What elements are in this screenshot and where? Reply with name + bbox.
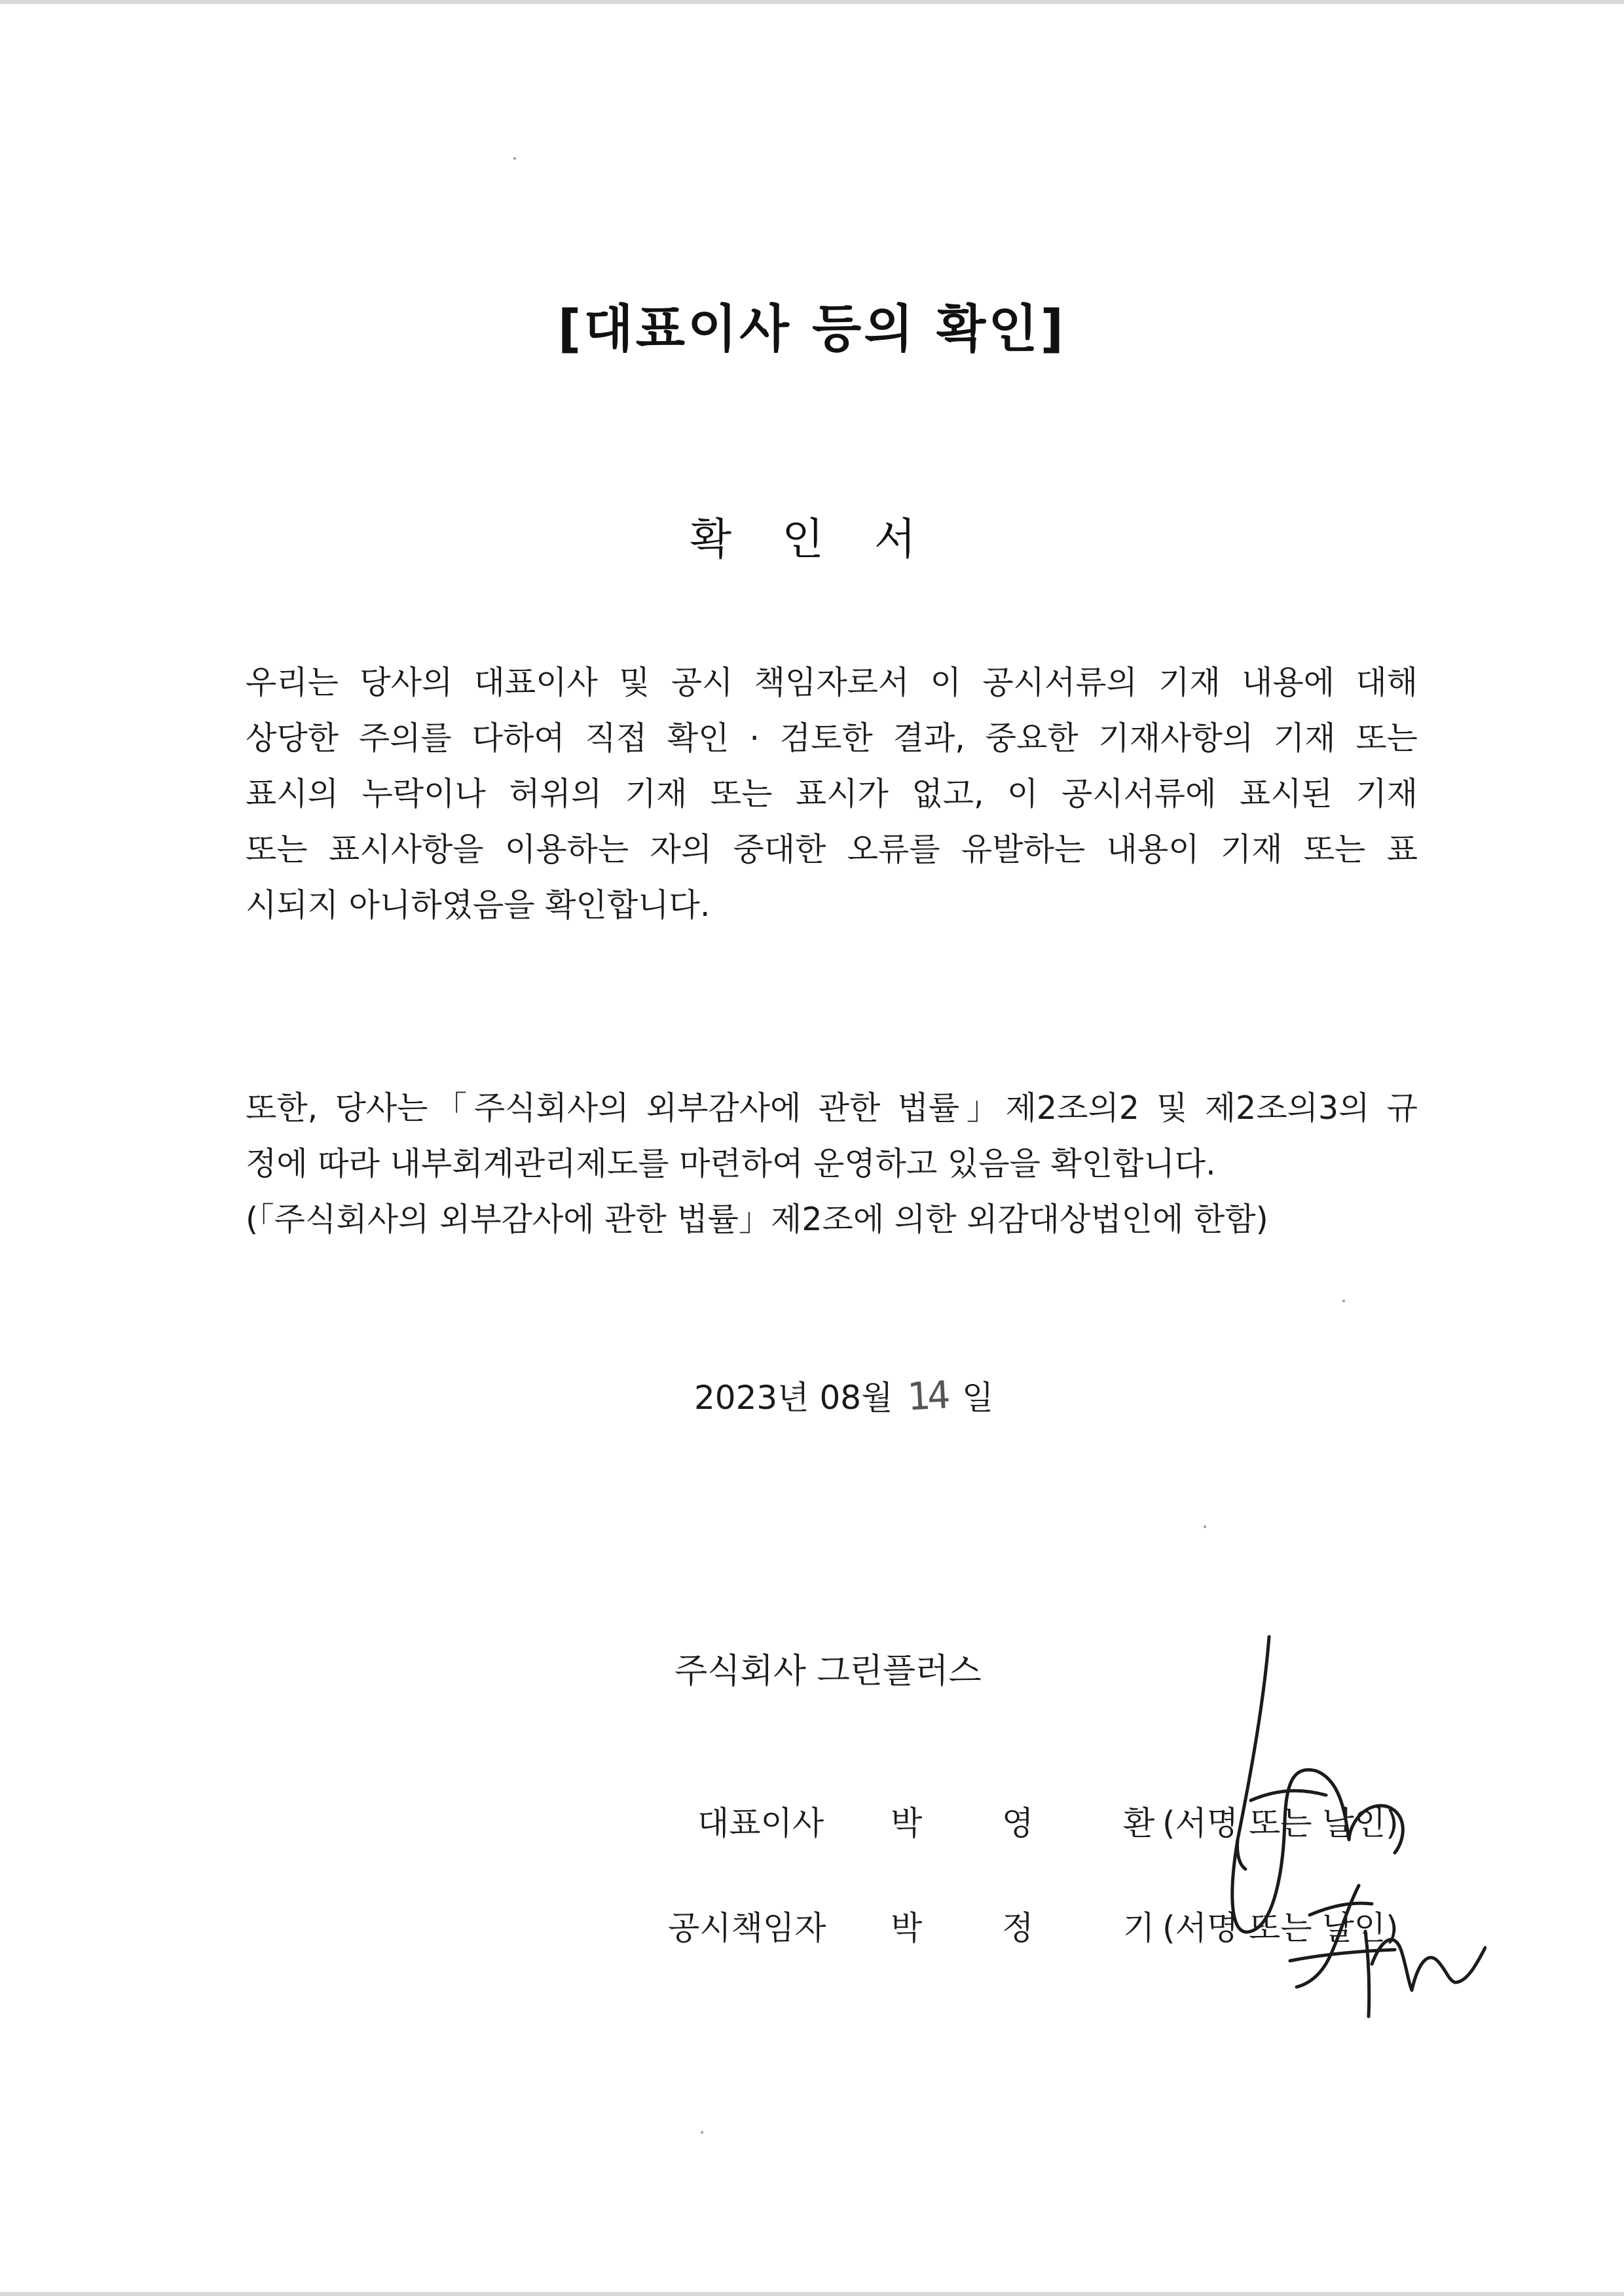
signatory-name-char: 박 <box>891 1804 923 1842</box>
confirmation-heading: 확 인 서 <box>690 514 934 564</box>
signatory-role: 대표이사 <box>697 1804 824 1842</box>
handwritten-signature-icon <box>1211 1624 1486 2030</box>
date-year-month: 2023년 08월 <box>694 1379 893 1417</box>
confirmation-paragraph <box>246 655 1418 933</box>
paragraph-line: 우리는 당사의 대표이사 및 공시 책임자로서 이 공시서류의 기재 내용에 대해 <box>246 664 1418 701</box>
scan-edge-top <box>0 0 1624 4</box>
date-day-handwritten: 14 <box>906 1372 949 1419</box>
scan-speck <box>1204 1525 1206 1528</box>
signatory-name-char: 박 <box>891 1909 923 1947</box>
internal-control-paragraph <box>246 1080 1418 1192</box>
signatory-name-char: 기 <box>1123 1909 1155 1947</box>
date-line <box>694 1372 993 1419</box>
signatory-name-char: 환 <box>1123 1804 1155 1842</box>
signature-note: (서명 또는 날인) <box>1162 1804 1399 1842</box>
signatory-role: 공시책임자 <box>668 1909 826 1947</box>
paragraph-line: 또는 표시사항을 이용하는 자의 중대한 오류를 유발하는 내용이 기재 또는 표 <box>246 831 1418 868</box>
date-day-suffix: 일 <box>962 1379 994 1417</box>
paragraph-line: 또한, 당사는「주식회사의 외부감사에 관한 법률」제2조의2 및 제2조의3의 규 <box>246 1089 1418 1127</box>
scan-speck <box>1342 1300 1345 1302</box>
signatory-name-char: 정 <box>1002 1909 1034 1947</box>
paragraph-line: 정에 따라 내부회계관리제도를 마련하여 운영하고 있음을 확인합니다. <box>246 1145 1216 1182</box>
scan-speck <box>701 2131 703 2134</box>
paragraph-line: 시되지 아니하였음을 확인합니다. <box>246 886 710 924</box>
paragraph-line: 상당한 주의를 다하여 직접 확인 · 검토한 결과, 중요한 기재사항의 기재 또는 <box>246 720 1418 757</box>
paragraph-line: 표시의 누락이나 허위의 기재 또는 표시가 없고, 이 공시서류에 표시된 기재 <box>246 775 1418 812</box>
company-name: 주식회사 그린플러스 <box>674 1652 982 1691</box>
signatory-name-char: 영 <box>1002 1804 1034 1842</box>
signature-note: (서명 또는 날인) <box>1162 1909 1399 1947</box>
scan-edge-bottom <box>0 2292 1624 2296</box>
scan-speck <box>513 157 516 160</box>
scope-note: (「주식회사의 외부감사에 관한 법률」제2조에 의한 외감대상법인에 한함) <box>246 1201 1268 1238</box>
document-title: [대표이사 등의 확인] <box>557 300 1067 359</box>
